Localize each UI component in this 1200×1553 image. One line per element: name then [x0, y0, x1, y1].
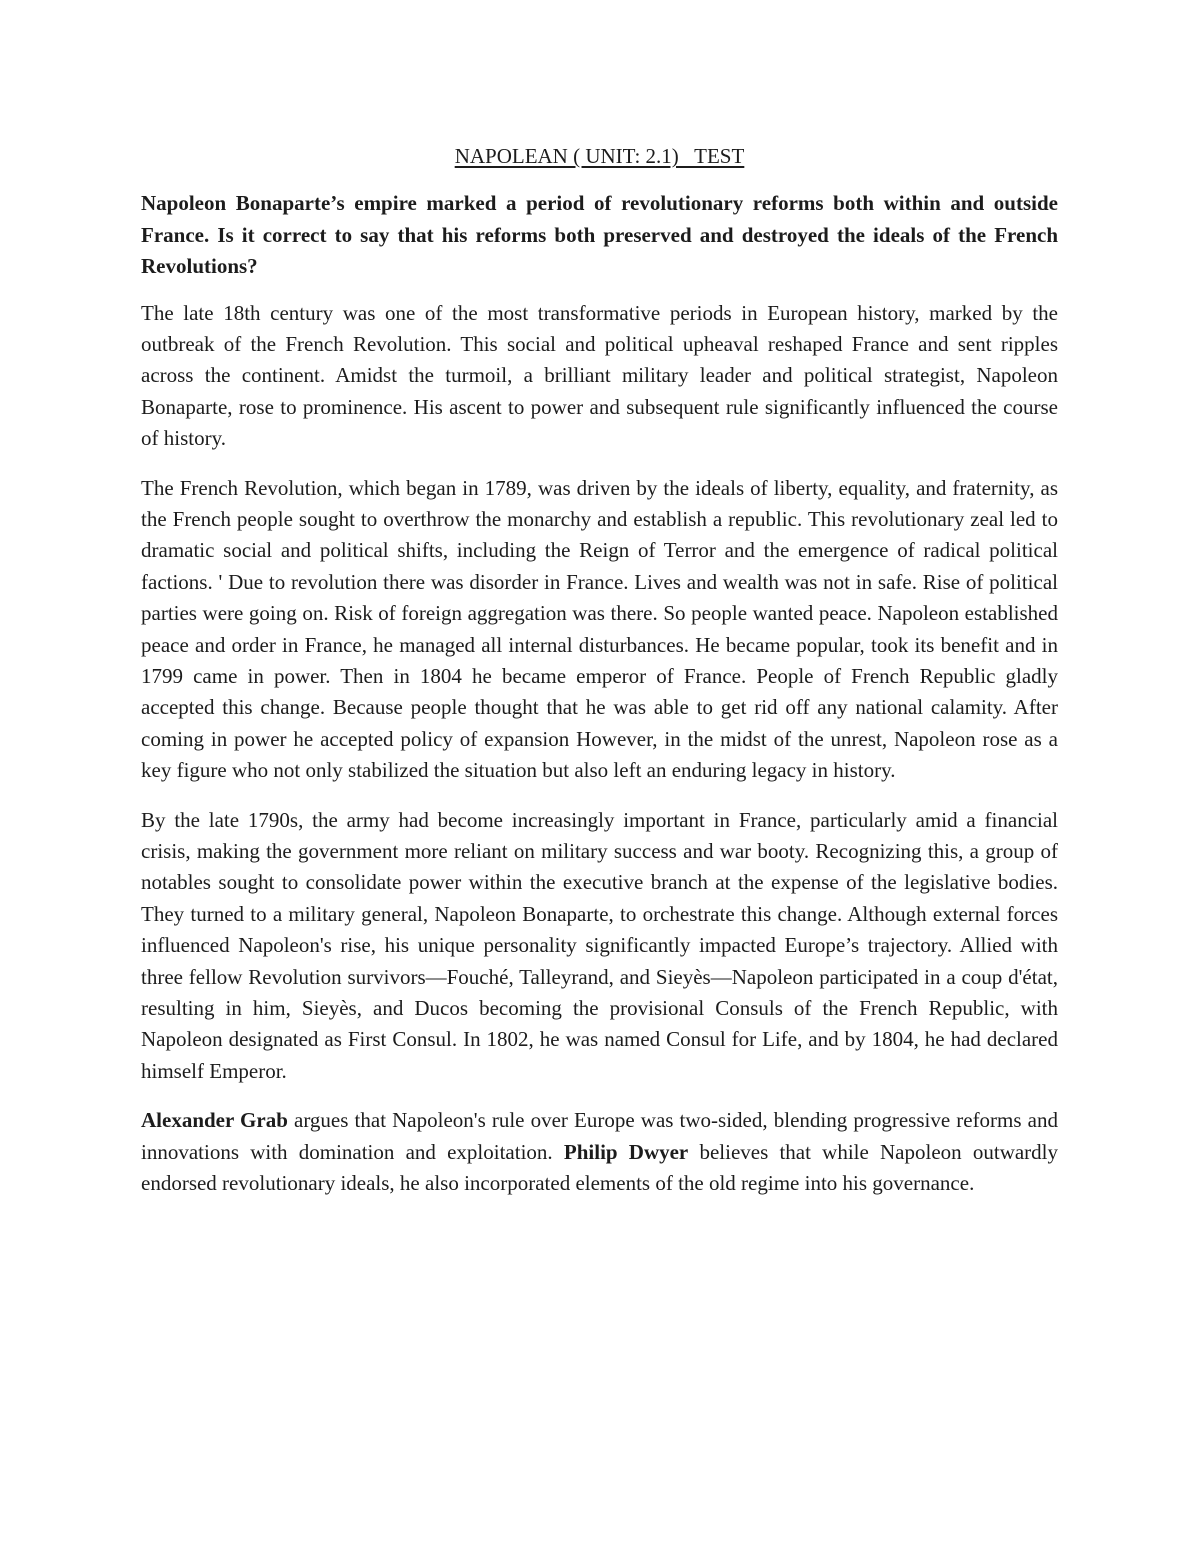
- author-name-grab: Alexander Grab: [141, 1108, 288, 1133]
- paragraph-2: The French Revolution, which began in 1789, was driven by the ideals of liberty, equality, and fraternity, as the French people sought to overthrow the monarchy and establish a republic. This revolutionary zeal led to dramatic social and political shifts, including the Reign of Terror and the emergence of radical political factions. ' Due to revolution there was disorder in France. Lives and wealth was not in safe. Rise of political parties were going on. Risk of foreign aggregation was there. So people wanted peace. Napoleon established peace and order in France, he managed all internal disturbances. He became popular, took its benefit and in 1799 came in power. Then in 1804 he became emperor of France. People of French Republic gladly accepted this change. Because people thought that he was able to get rid off any national calamity. After coming in power he accepted policy of expansion However, in the midst of the unrest, Napoleon rose as a key figure who not only stabilized the situation but also left an enduring legacy in history.: [141, 475, 1058, 783]
- paragraph-4-text-2: believes that while Napoleon outwardly endorsed revolutionary ideals, he also incorporated elements of the old regime into his governance.: [141, 1139, 1059, 1196]
- paragraph-3: By the late 1790s, the army had become increasingly important in France, particularly amid a financial crisis, making the government more reliant on military success and war booty. Recognizing this, a group of notables sought to consolidate power within the executive branch at the expense of the legislative bodies. They turned to a military general, Napoleon Bonaparte, to orchestrate this change. Although external forces influenced Napoleon's rise, his unique personality significantly impacted Europe’s trajectory. Allied with three fellow Revolution survivors—Fouché, Talleyrand, and Sieyès—Napoleon participated in a coup d'état, resulting in him, Sieyès, and Ducos becoming the provisional Consuls of the French Republic, with Napoleon designated as First Consul. In 1802, he was named Consul for Life, and by 1804, he had declared himself Emperor.: [141, 807, 1058, 1083]
- document-title: NAPOLEAN ( UNIT: 2.1) TEST: [454, 144, 745, 168]
- paragraph-4: [141, 1105, 1058, 1199]
- document-page: [141, 140, 1058, 1217]
- author-name-dwyer: Philip Dwyer: [563, 1139, 689, 1164]
- essay-question: Napoleon Bonaparte’s empire marked a period of revolutionary reforms both within and outside France. Is it correct to say that his reforms both preserved and destroyed the ideals of the French Revolutions?: [141, 191, 1058, 278]
- paragraph-4-text-1: argues that Napoleon's rule over Europe was two-sided, blending progressive reforms and innovations with domination and exploitation.: [141, 1108, 1058, 1164]
- paragraph-1: The late 18th century was one of the most transformative periods in European history, marked by the outbreak of the French Revolution. This social and political upheaval reshaped France and sent ripples across the continent. Amidst the turmoil, a brilliant military leader and political strategist, Napoleon Bonaparte, rose to prominence. His ascent to power and subsequent rule significantly influenced the course of history.: [141, 300, 1058, 451]
